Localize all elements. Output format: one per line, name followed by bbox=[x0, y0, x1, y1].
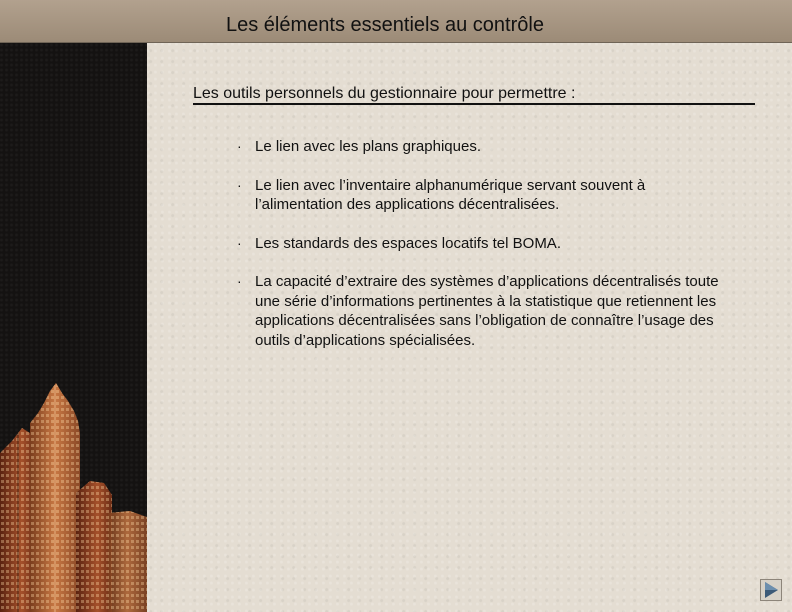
bullet-item bbox=[236, 176, 736, 215]
bullet-item bbox=[236, 272, 736, 350]
next-slide-arrow-icon bbox=[760, 579, 782, 601]
bullet-dot-icon: · bbox=[237, 273, 242, 289]
next-slide-button[interactable] bbox=[760, 579, 782, 601]
bullet-dot-icon: · bbox=[237, 234, 242, 251]
city-buildings-image bbox=[0, 383, 147, 612]
slide-title: Les éléments essentiels au contrôle bbox=[226, 14, 544, 36]
bullet-dot-icon: · bbox=[237, 138, 242, 154]
title-bar bbox=[0, 0, 792, 43]
bullet-text: La capacité d’extraire des systèmes d’applications décentralisés toute une série d’informations pertinentes à la statistique que retiennent les applications décentralisées sans l’obligation de connaître l’usage des outils d’applications spécialisées. bbox=[255, 273, 719, 349]
bullet-item bbox=[236, 234, 736, 254]
left-decorative-panel bbox=[0, 43, 147, 612]
bullet-text: Les standards des espaces locatifs tel BOMA. bbox=[255, 234, 561, 252]
section-subtitle: Les outils personnels du gestionnaire pour permettre : bbox=[193, 84, 755, 105]
bullet-list bbox=[236, 137, 736, 369]
bullet-dot-icon: · bbox=[237, 176, 242, 193]
bullet-text: Le lien avec l’inventaire alphanumérique servant souvent à l’alimentation des applications décentralisées. bbox=[255, 176, 646, 213]
bullet-item bbox=[236, 137, 736, 157]
bullet-text: Le lien avec les plans graphiques. bbox=[255, 138, 481, 155]
